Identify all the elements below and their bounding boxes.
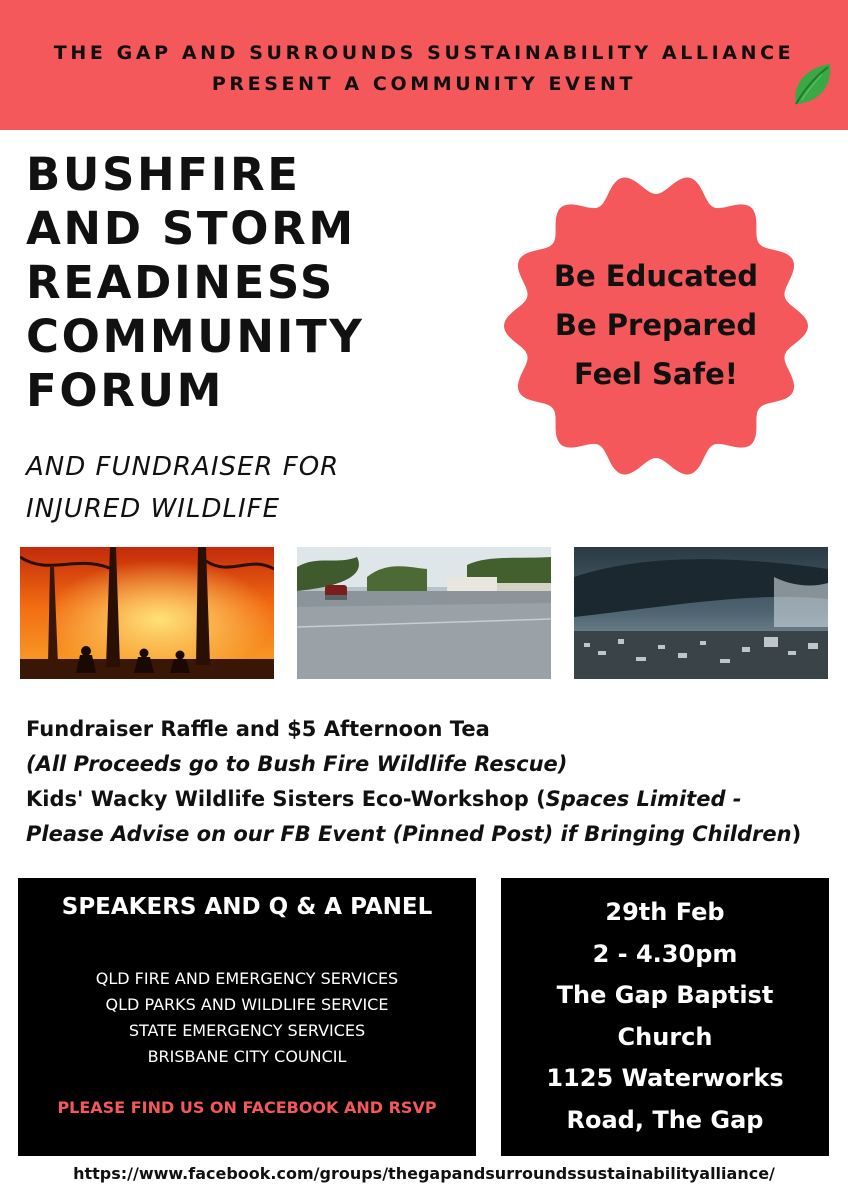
- advise-italic: Please Advise on our FB Event (Pinned Post) if Bringing Children: [26, 822, 792, 846]
- speakers-heading: SPEAKERS AND Q & A PANEL: [61, 894, 433, 920]
- banner-line-organisation: THE GAP AND SURROUNDS SUSTAINABILITY ALLIANCE: [53, 42, 795, 64]
- spaces-italic: Spaces Limited -: [545, 787, 742, 811]
- event-title: [26, 148, 446, 418]
- badge-text: [500, 252, 812, 399]
- address-line: 1125 Waterworks: [546, 1064, 784, 1092]
- workshop-text: [26, 782, 826, 817]
- event-date: 29th Feb: [605, 898, 725, 926]
- leaf-icon: [790, 60, 834, 108]
- banner-line-presents: PRESENT A COMMUNITY EVENT: [211, 73, 637, 95]
- subtitle-line: AND FUNDRAISER FOR: [26, 452, 340, 482]
- venue-line: Church: [617, 1022, 713, 1051]
- title-line: COMMUNITY: [26, 310, 365, 363]
- close-paren: ): [791, 822, 802, 846]
- advise-text: [26, 817, 826, 852]
- speaker-item: BRISBANE CITY COUNCIL: [147, 1047, 347, 1066]
- speakers-list: [18, 966, 476, 1070]
- rsvp-text: PLEASE FIND US ON FACEBOOK AND RSVP: [57, 1098, 437, 1117]
- badge-line: Be Educated: [553, 259, 759, 293]
- speaker-item: QLD FIRE AND EMERGENCY SERVICES: [95, 969, 399, 988]
- speaker-item: STATE EMERGENCY SERVICES: [128, 1021, 366, 1040]
- top-banner: [0, 0, 848, 130]
- title-line: AND STORM: [26, 202, 356, 255]
- workshop-label: Kids' Wacky Wildlife Sisters Eco-Workshop (: [26, 787, 546, 811]
- bushfire-photo: [20, 547, 274, 679]
- proceeds-text: [26, 747, 826, 782]
- subtitle-line: INJURED WILDLIFE: [26, 494, 281, 524]
- event-details-panel: [501, 878, 829, 1156]
- event-details: [501, 892, 829, 1141]
- event-time: 2 - 4.30pm: [592, 939, 738, 968]
- speakers-panel: [18, 878, 476, 1156]
- address-line: Road, The Gap: [566, 1105, 764, 1134]
- title-line: READINESS: [26, 256, 335, 309]
- title-line: FORUM: [26, 364, 224, 417]
- facebook-group-link[interactable]: https://www.facebook.com/groups/thegapandsurroundssustainabilityalliance/: [73, 1164, 775, 1183]
- title-line: BUSHFIRE: [26, 148, 301, 201]
- raffle-text: Fundraiser Raffle and $5 Afternoon Tea: [26, 717, 490, 741]
- speaker-item: QLD PARKS AND WILDLIFE SERVICE: [105, 995, 389, 1014]
- badge-line: Feel Safe!: [574, 357, 738, 391]
- badge-line: Be Prepared: [554, 308, 758, 342]
- flood-photo: [297, 547, 551, 679]
- event-info: [26, 712, 826, 852]
- storm-photo: [574, 547, 828, 679]
- event-subtitle: [26, 446, 446, 530]
- proceeds-italic: (All Proceeds go to Bush Fire Wildlife Rescue): [26, 752, 568, 776]
- venue-line: The Gap Baptist: [556, 981, 774, 1009]
